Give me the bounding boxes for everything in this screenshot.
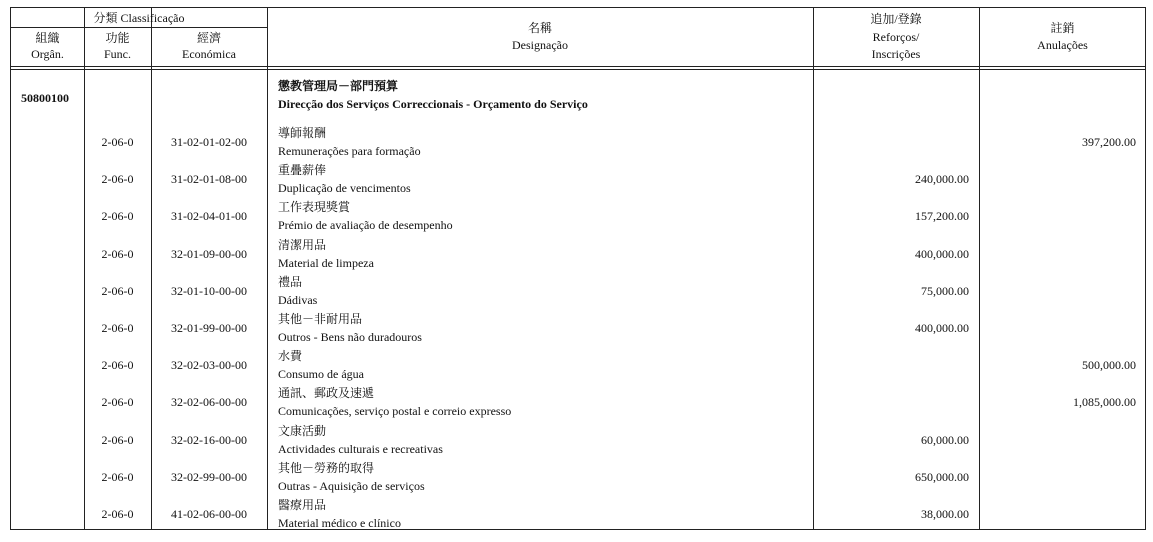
item-name-pt: Remunerações para formação <box>278 144 421 158</box>
item-name-zh: 導師報酬 <box>278 126 327 140</box>
item-name-zh: 其他－非耐用品 <box>278 312 363 326</box>
econ-code: 32-02-03-00-00 <box>171 358 247 373</box>
column-divider <box>267 8 268 529</box>
budget-table <box>10 7 1146 530</box>
column-divider <box>979 8 980 529</box>
item-name-pt: Duplicação de vencimentos <box>278 181 411 196</box>
item-name-zh: 水費 <box>278 349 303 364</box>
reinforcement-amount: 240,000.00 <box>915 172 969 187</box>
func-code: 2-06-0 <box>101 469 134 484</box>
func-header-pt: Func. <box>104 47 131 61</box>
header-bottom-border <box>11 66 1146 67</box>
item-name-zh: 清潔用品 <box>278 237 327 252</box>
reinforcement-amount: 157,200.00 <box>915 209 969 224</box>
classification-header: 分類 Classificação <box>93 11 185 25</box>
reinforcement-amount: 400,000.00 <box>915 321 969 335</box>
item-name-pt: Material de limpeza <box>278 255 374 270</box>
econ-code: 32-01-09-00-00 <box>171 246 247 261</box>
func-code: 2-06-0 <box>101 321 134 335</box>
organ-header-pt: Orgân. <box>31 47 64 61</box>
econ-code: 32-02-16-00-00 <box>171 432 247 447</box>
item-name-pt: Outras - Aquisição de serviços <box>278 478 425 493</box>
reinforcement-amount: 38,000.00 <box>921 507 969 521</box>
organ-header-zh: 組織 <box>35 31 60 45</box>
column-divider <box>151 8 152 529</box>
item-name-zh: 通訊、郵政及速遞 <box>278 386 375 401</box>
organ-code: 50800100 <box>21 91 69 105</box>
designation-header-pt: Designação <box>512 38 568 52</box>
reinforcement-amount: 400,000.00 <box>915 246 969 261</box>
item-name-pt: Dádivas <box>278 292 318 307</box>
organ-name-pt: Direcção dos Serviços Correccionais - Orçamento do Serviço <box>278 97 588 111</box>
header-bottom-border <box>11 69 1146 70</box>
econ-code: 32-01-99-00-00 <box>171 321 247 335</box>
func-code: 2-06-0 <box>101 432 134 447</box>
item-name-zh: 禮品 <box>278 274 303 289</box>
inscription-header-pt: Inscrições <box>871 47 921 61</box>
item-name-pt: Actividades culturais e recreativas <box>278 441 443 456</box>
func-header-zh: 功能 <box>105 31 130 45</box>
item-name-zh: 文康活動 <box>278 423 327 438</box>
func-code: 2-06-0 <box>101 209 134 224</box>
func-code: 2-06-0 <box>101 358 134 373</box>
header-divider <box>11 27 267 28</box>
organ-name-zh: 懲教管理局－部門預算 <box>278 79 399 93</box>
column-divider <box>84 8 85 529</box>
func-code: 2-06-0 <box>101 135 134 149</box>
reinforcement-header-pt: Reforços/ <box>872 30 920 44</box>
reinforcement-amount: 650,000.00 <box>915 469 969 484</box>
func-code: 2-06-0 <box>101 283 134 298</box>
func-code: 2-06-0 <box>101 507 134 521</box>
func-code: 2-06-0 <box>101 395 134 410</box>
econ-code: 31-02-01-08-00 <box>171 172 247 187</box>
item-name-zh: 重疊薪俸 <box>278 163 327 178</box>
item-name-pt: Material médico e clínico <box>278 516 401 530</box>
econ-header-zh: 經濟 <box>196 31 221 45</box>
econ-code: 31-02-04-01-00 <box>171 209 247 224</box>
annulment-header-zh: 註銷 <box>1050 21 1075 35</box>
reinforcement-amount: 60,000.00 <box>921 432 969 447</box>
func-code: 2-06-0 <box>101 172 134 187</box>
annulment-amount: 500,000.00 <box>1082 358 1136 373</box>
econ-header-pt: Económica <box>182 47 236 61</box>
reinforcement-amount: 75,000.00 <box>921 283 969 298</box>
econ-code: 32-02-99-00-00 <box>171 469 247 484</box>
reinforcement-header-zh: 追加/登錄 <box>870 12 922 26</box>
item-name-pt: Consumo de água <box>278 367 364 382</box>
designation-header-zh: 名稱 <box>527 21 552 35</box>
item-name-zh: 其他－勞務的取得 <box>278 460 375 475</box>
item-name-pt: Outros - Bens não duradouros <box>278 330 422 344</box>
annulment-amount: 1,085,000.00 <box>1073 395 1136 410</box>
func-code: 2-06-0 <box>101 246 134 261</box>
item-name-pt: Comunicações, serviço postal e correio expresso <box>278 404 512 419</box>
econ-code: 31-02-01-02-00 <box>171 135 247 149</box>
annulment-amount: 397,200.00 <box>1082 135 1136 149</box>
column-divider <box>813 8 814 529</box>
econ-code: 32-01-10-00-00 <box>171 283 247 298</box>
item-name-pt: Prémio de avaliação de desempenho <box>278 218 453 233</box>
econ-code: 41-02-06-00-00 <box>171 507 247 521</box>
econ-code: 32-02-06-00-00 <box>171 395 247 410</box>
annulment-header-pt: Anulações <box>1037 38 1088 52</box>
item-name-zh: 工作表現獎賞 <box>278 200 351 215</box>
item-name-zh: 醫療用品 <box>278 498 327 512</box>
